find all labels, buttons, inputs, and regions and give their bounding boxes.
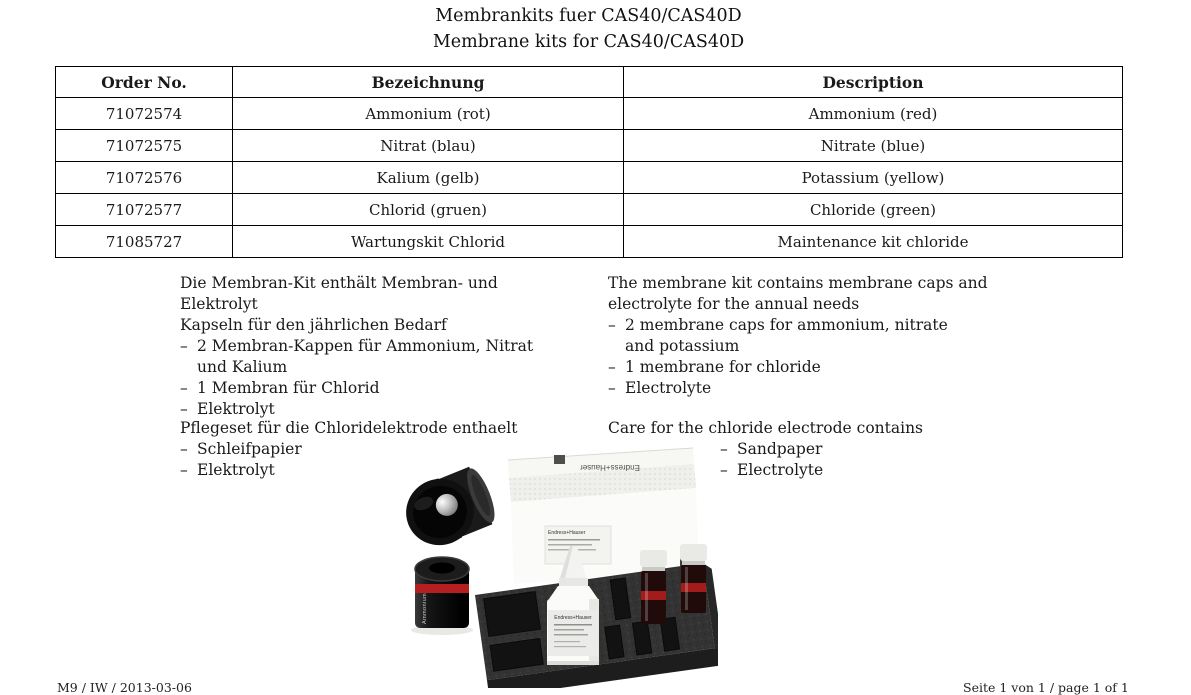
intro-line: The membrane kit contains membrane caps and [608, 274, 988, 292]
col-header-description: Description [624, 67, 1123, 98]
list-item-text: 1 membrane for chloride [625, 358, 821, 376]
label-line [554, 634, 588, 636]
cell-bezeichnung: Ammonium (rot) [233, 98, 624, 130]
electrode-cap-photo [411, 557, 473, 635]
eh-logo-flag [554, 455, 565, 464]
col-header-bezeichnung: Bezeichnung [233, 67, 624, 98]
bottle-cap-base [559, 578, 588, 586]
list-dash: – [180, 379, 188, 397]
label-line [554, 624, 592, 626]
membrane-cap-photo [396, 462, 501, 556]
list-item [180, 399, 580, 420]
cell-description: Nitrate (blue) [624, 130, 1123, 162]
list-dash: – [180, 461, 188, 479]
vial-highlight [685, 567, 688, 610]
kit-box-photo [508, 448, 700, 587]
vial-cap [640, 550, 667, 567]
table-row [56, 194, 1123, 226]
table-row [56, 162, 1123, 194]
list-dash: – [720, 440, 728, 458]
cell-description: Maintenance kit chloride [624, 226, 1123, 258]
membrane-kit-text-en [608, 273, 988, 399]
list-item-text: 2 membrane caps for ammonium, nitrate and potassium [625, 316, 948, 355]
list-item-text: Electrolyte [625, 379, 712, 397]
table-row [56, 98, 1123, 130]
list-item-text: Electrolyte [737, 461, 824, 479]
intro-line: Kapseln für den jährlichen Bedarf [180, 316, 447, 334]
list-item [720, 460, 1028, 481]
intro-line: Die Membran-Kit enthält Membran- und Elektrolyt [180, 274, 498, 313]
table-row [56, 130, 1123, 162]
list-dash: – [608, 379, 616, 397]
cell-description: Potassium (yellow) [624, 162, 1123, 194]
list-dash: – [180, 400, 188, 418]
footer-doc-code: M9 / IW / 2013-03-06 [57, 680, 192, 695]
vial-highlight [645, 573, 648, 621]
section-heading: Pflegeset für die Chloridelektrode enthaelt [180, 419, 518, 437]
list-dash: – [720, 461, 728, 479]
list-item-text: Sandpaper [737, 440, 823, 458]
intro-line: electrolyte for the annual needs [608, 295, 860, 313]
list-dash: – [608, 358, 616, 376]
vial-red-band [681, 583, 706, 592]
cell-order-no: 71072577 [56, 194, 233, 226]
cell-bezeichnung: Wartungskit Chlorid [233, 226, 624, 258]
foam-slot [484, 592, 541, 637]
label-line [554, 629, 584, 631]
product-photo [388, 442, 718, 688]
label-line [554, 641, 580, 642]
box-brand-text: Endress+Hauser [580, 463, 640, 472]
title-de: Membrankits fuer CAS40/CAS40D [435, 6, 742, 26]
bottle-bottom-shade [547, 661, 599, 665]
list-item [180, 336, 580, 378]
label-line [548, 544, 592, 546]
electrolyte-vial [680, 544, 707, 613]
cap-red-band [415, 584, 469, 593]
list-item-text: 1 Membran für Chlorid [197, 379, 380, 397]
cell-description: Chloride (green) [624, 194, 1123, 226]
section-heading: Care for the chloride electrode contains [608, 419, 924, 437]
cell-order-no: 71072576 [56, 162, 233, 194]
title-en: Membrane kits for CAS40/CAS40D [432, 32, 745, 52]
list-item-text: Elektrolyt [197, 400, 275, 418]
cell-bezeichnung: Chlorid (gruen) [233, 194, 624, 226]
cap-top-recess [429, 563, 455, 574]
vial-neck [642, 567, 665, 571]
list-item-text: Elektrolyt [197, 461, 275, 479]
list-dash: – [608, 316, 616, 334]
list-item [720, 439, 1028, 460]
list-item [608, 378, 988, 399]
vial-cap [680, 544, 707, 561]
cell-order-no: 71072575 [56, 130, 233, 162]
vial-red-band [641, 591, 666, 600]
box-label-brand-text: Endress+Hauser [548, 530, 586, 536]
table-header-row [56, 67, 1123, 98]
parts-table [55, 66, 1123, 258]
cell-order-no: 71072574 [56, 98, 233, 130]
cap-label-text: Ammonium [422, 592, 428, 624]
col-header-order-no: Order No. [56, 67, 233, 98]
cell-description: Ammonium (red) [624, 98, 1123, 130]
cell-bezeichnung: Nitrat (blau) [233, 130, 624, 162]
vial-neck [682, 561, 705, 565]
document-title [55, 3, 1122, 55]
label-line [548, 539, 600, 541]
bottle-brand-text: Endress+Hauser [554, 615, 592, 621]
table-row [56, 226, 1123, 258]
cap-label [422, 593, 428, 624]
list-item-text: Schleifpapier [197, 440, 302, 458]
list-dash: – [180, 337, 188, 355]
list-item [180, 378, 580, 399]
list-item-text: 2 Membran-Kappen für Ammonium, Nitrat und Kalium [197, 337, 534, 376]
electrolyte-vial [640, 550, 667, 624]
list-item [608, 357, 988, 378]
label-line [554, 646, 586, 647]
box-brand [580, 463, 640, 472]
list-item [608, 315, 988, 357]
membrane-kit-text-de [180, 273, 580, 420]
footer-page-number: Seite 1 von 1 / page 1 of 1 [963, 680, 1129, 695]
cell-order-no: 71085727 [56, 226, 233, 258]
list-dash: – [180, 440, 188, 458]
cell-bezeichnung: Kalium (gelb) [233, 162, 624, 194]
